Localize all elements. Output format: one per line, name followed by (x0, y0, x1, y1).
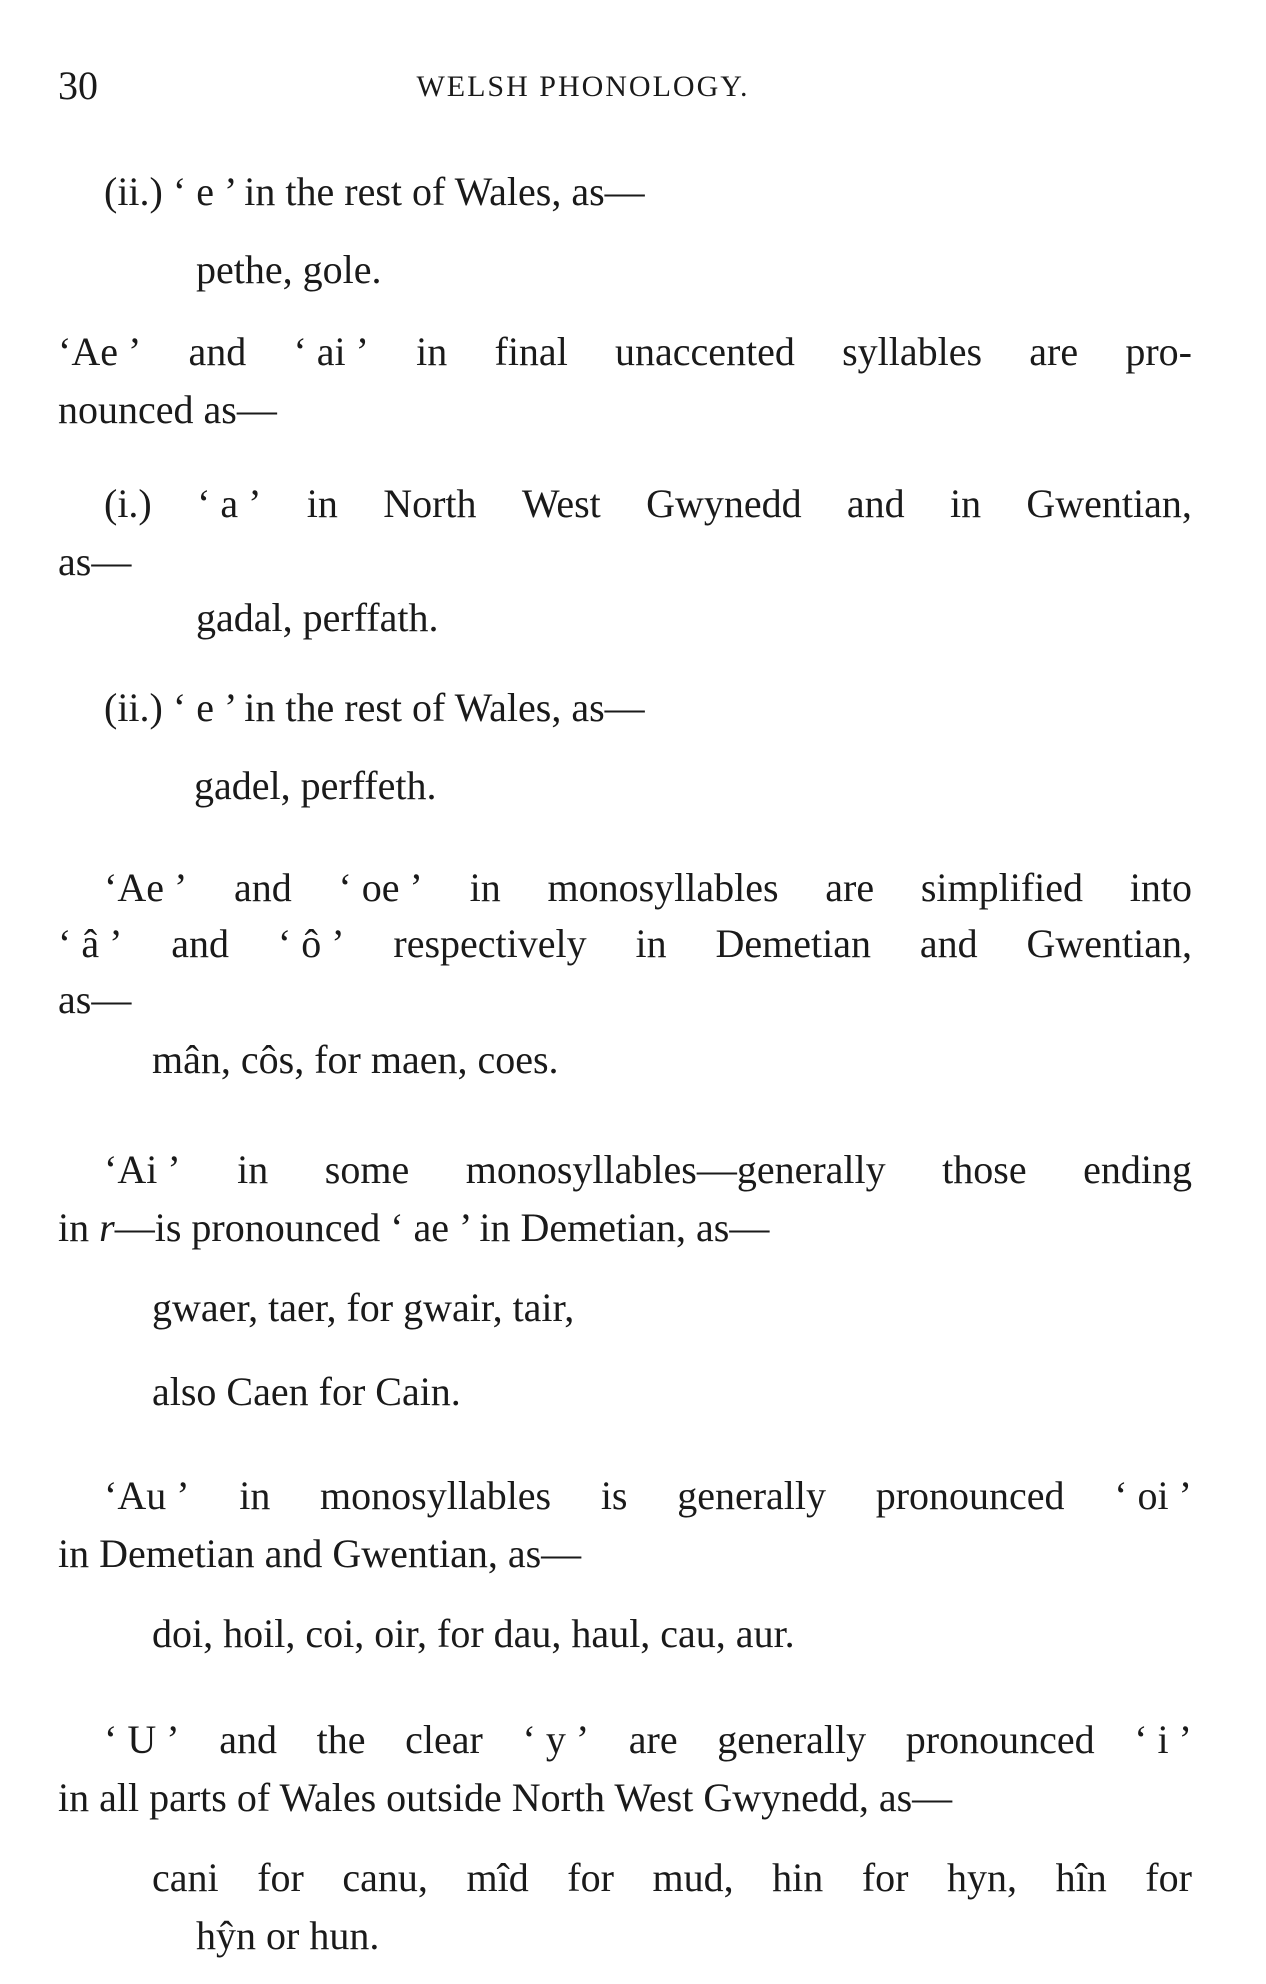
page-number: 30 (58, 63, 98, 108)
word: simplified (920, 865, 1084, 910)
justified-line (152, 1855, 1192, 1900)
word: mud, (652, 1855, 734, 1900)
justified-line (58, 329, 1192, 374)
example-line: pethe, gole. (196, 247, 382, 292)
word: canu, (342, 1855, 428, 1900)
text-line: nounced as— (58, 387, 277, 432)
word: ‘ ai ’ (293, 329, 369, 374)
word: for (567, 1855, 614, 1900)
text-line: as— (58, 539, 132, 584)
word: ‘ oi ’ (1114, 1473, 1192, 1518)
word: monosyllables (320, 1473, 552, 1518)
word: hyn, (947, 1855, 1018, 1900)
text-line (58, 1205, 770, 1250)
text-line: (ii.) ‘ e ’ in the rest of Wales, as— (104, 169, 645, 214)
justified-line (104, 1147, 1192, 1192)
word: Gwentian, (1026, 481, 1192, 526)
word: monosyllables—generally (465, 1147, 886, 1192)
word: for (861, 1855, 909, 1900)
word: generally (717, 1717, 867, 1762)
word: for (257, 1855, 304, 1900)
word: in (239, 1473, 271, 1518)
word: West (521, 481, 601, 526)
example-line: gadel, perffeth. (194, 763, 437, 808)
word: ‘ U ’ (104, 1717, 180, 1762)
word: and (188, 329, 247, 374)
word: are (628, 1717, 678, 1762)
word: in (469, 865, 501, 910)
word: Demetian (715, 921, 871, 966)
word: in (635, 921, 667, 966)
word: the (316, 1717, 366, 1762)
word: are (825, 865, 875, 910)
word: ‘ a ’ (197, 481, 262, 526)
word: ‘Au ’ (104, 1473, 190, 1518)
example-line: mân, côs, for maen, coes. (152, 1037, 559, 1082)
text-run: —is pronounced ‘ ae ’ in Demetian, as— (114, 1205, 770, 1250)
word: (i.) (104, 481, 152, 526)
word: is (600, 1473, 628, 1518)
justified-line (58, 921, 1192, 966)
example-line: gwaer, taer, for gwair, tair, (152, 1285, 575, 1330)
justified-line (104, 865, 1192, 910)
word: respectively (393, 921, 587, 966)
text-line: in Demetian and Gwentian, as— (58, 1531, 582, 1576)
example-line: hŷn or hun. (196, 1913, 380, 1958)
word: ‘ y ’ (522, 1717, 590, 1762)
text-line: in all parts of Wales outside North West Gwynedd, as— (58, 1775, 953, 1820)
word: cani (152, 1855, 219, 1900)
word: unaccented (615, 329, 795, 374)
justified-line (104, 481, 1192, 526)
word: ending (1083, 1147, 1192, 1192)
word: hîn (1055, 1855, 1107, 1900)
justified-line (104, 1717, 1192, 1762)
word: monosyllables (547, 865, 779, 910)
word: final (494, 329, 568, 374)
word: ‘Ai ’ (104, 1147, 181, 1192)
word: and (171, 921, 230, 966)
word: ‘Ae ’ (58, 329, 142, 374)
example-line: gadal, perffath. (196, 595, 439, 640)
word: generally (677, 1473, 826, 1518)
example-line: doi, hoil, coi, oir, for dau, haul, cau, aur. (152, 1611, 795, 1656)
word: syllables (842, 329, 983, 374)
italic-letter: r (99, 1205, 115, 1250)
word: pronounced (905, 1717, 1095, 1762)
word: and (219, 1717, 277, 1762)
word: for (1145, 1855, 1192, 1900)
word: some (324, 1147, 410, 1192)
word: and (919, 921, 978, 966)
word: mîd (466, 1855, 529, 1900)
word: and (846, 481, 905, 526)
text-run: in (58, 1205, 100, 1250)
word: hin (772, 1855, 824, 1900)
word: in (416, 329, 448, 374)
word: pro- (1125, 329, 1192, 374)
word: in (306, 481, 338, 526)
justified-line (104, 1473, 1192, 1518)
running-title: WELSH PHONOLOGY. (416, 70, 750, 103)
word: pronounced (875, 1473, 1065, 1518)
word: in (949, 481, 982, 526)
word: Gwynedd (646, 481, 802, 526)
word: clear (405, 1717, 483, 1762)
word: ‘ i ’ (1134, 1717, 1192, 1762)
word: and (234, 865, 292, 910)
word: into (1129, 865, 1192, 910)
text-line: as— (58, 977, 132, 1022)
word: ‘ oe ’ (338, 865, 423, 910)
word: in (237, 1147, 269, 1192)
example-line: also Caen for Cain. (152, 1369, 461, 1414)
word: those (942, 1147, 1027, 1192)
word: are (1029, 329, 1079, 374)
page-header (58, 62, 1188, 112)
word: ‘Ae ’ (104, 865, 188, 910)
word: North (383, 481, 477, 526)
word: Gwentian, (1026, 921, 1192, 966)
word: ‘ ô ’ (277, 921, 345, 966)
word: ‘ â ’ (58, 921, 123, 966)
text-line: (ii.) ‘ e ’ in the rest of Wales, as— (104, 685, 645, 730)
